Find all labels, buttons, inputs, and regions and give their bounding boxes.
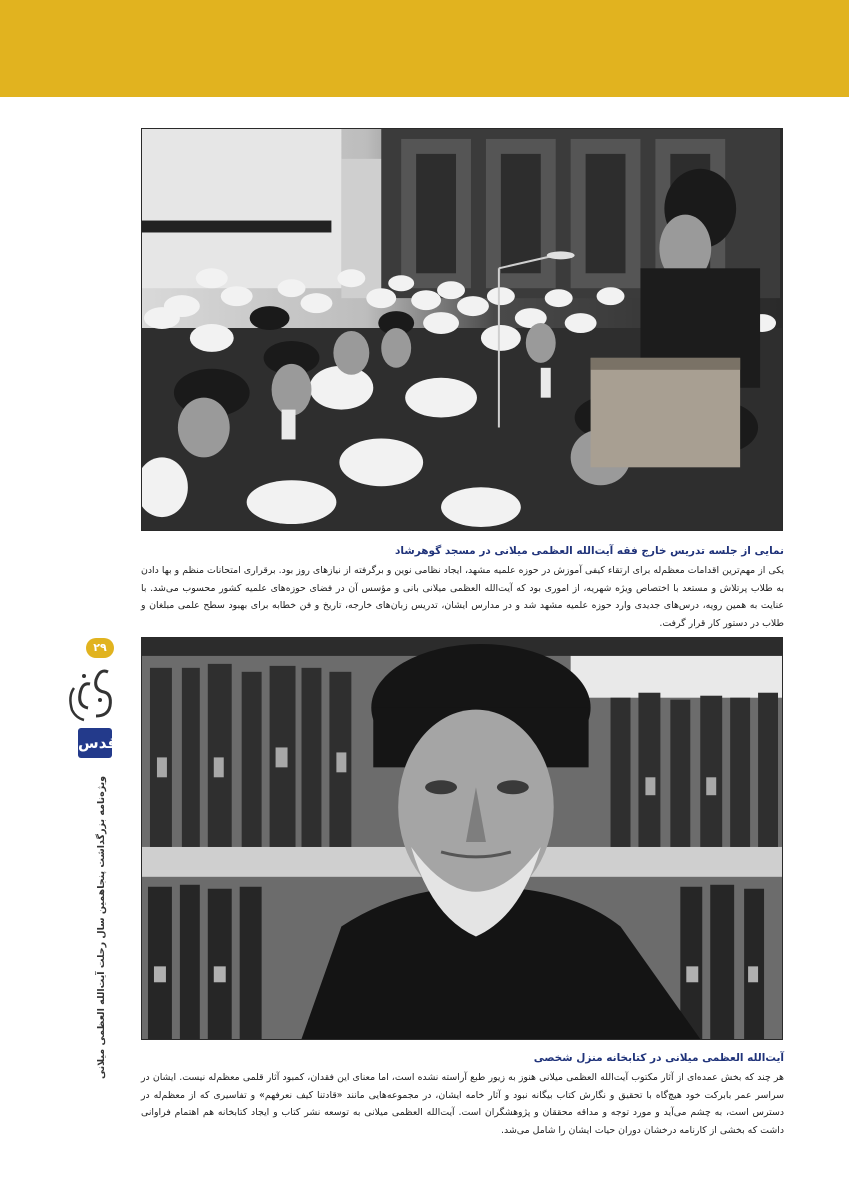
page-number: ۲۹ [86, 638, 114, 658]
portrait-photo-image [142, 638, 782, 1039]
publisher-logo: قدس [78, 728, 112, 758]
caption-2-text: هر چند که بخش عمده‌ای از آثار مکتوب آیت‌الله العظمی میلانی هنوز به زیور طبع آراسته نشده است، اما معنای این فقدان، کمبود آثار قلمی معظم‌له نیست. ایشان در سراسر عمر بابرکت خود هیچ‌گاه با تحقیق و نگارش کتاب بیگانه نبود و آثار خامه ایشان، در مجموعه‌هایی مانند «قادتنا کیف نعرفهم» و تفاسیری که از معظم‌له در دسترس است، به چشم می‌آید و مورد توجه و مداقه محققان و پژوهشگران است. آیت‌الله العظمی میلانی به توسعه نشر کتاب و ایجاد کتابخانه هم اهتمام فراوانی داشت که بخشی از کارنامه درخشان دوران حیات ایشان را شامل می‌شد. [141, 1072, 784, 1136]
caption-1 [141, 544, 784, 632]
header-band [0, 0, 849, 97]
lecture-photo-image [142, 129, 782, 530]
magazine-logo [60, 666, 120, 724]
caption-1-title: نمایی از جلسه تدریس خارج فقه آیت‌الله العظمی میلانی در مسجد گوهرشاد [395, 545, 784, 557]
caption-2-title: آیت‌الله العظمی میلانی در کتابخانه منزل شخصی [533, 1052, 784, 1064]
caption-2 [141, 1051, 784, 1139]
vertical-caption: ویژه‌نامه بزرگداشت پنجاهمین سال رحلت آیت‌الله العظمی میلانی [96, 776, 107, 1080]
portrait-photo [141, 637, 783, 1040]
lecture-photo [141, 128, 783, 531]
caption-1-text: یکی از مهم‌ترین اقدامات معظم‌له برای ارتقاء کیفی آموزش در حوزه علمیه مشهد، ایجاد نظامی نوین و برگرفته از نیازهای روز بود. برقراری امتحانات منظم و بها دادن به طلاب پرتلاش و مستعد با اختصاص ویژه شهریه، از اموری بود که آیت‌الله العظمی میلانی بانی و مؤسس آن در فضای حوزه‌های علمیه کشور محسوب می‌شد. با عنایت به همین رویه، درس‌های جدیدی وارد حوزه علمیه مشهد شد و در مدارس ایشان، تدریس زبان‌های خارجه، تاریخ و فن خطابه برای بهبود سطح علمی مبلغان و طلاب در دستور کار قرار گرفت. [141, 565, 784, 629]
